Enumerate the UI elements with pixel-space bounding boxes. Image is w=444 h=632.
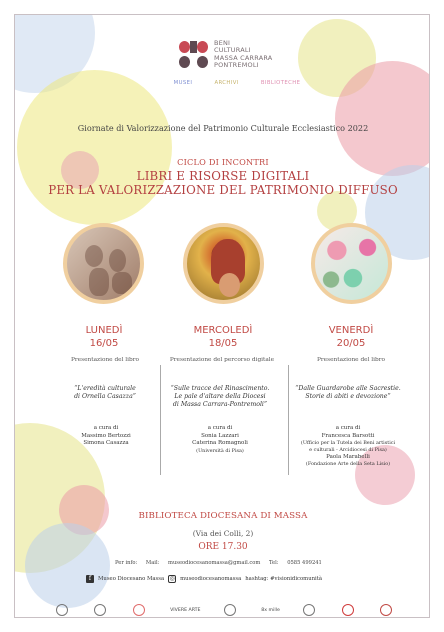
nav-biblioteche: BIBLIOTECHE xyxy=(260,80,301,86)
day-date: 16/05 xyxy=(89,337,119,349)
sponsor-logo-8 xyxy=(341,602,357,618)
day-column-2 xyxy=(168,325,278,350)
nav-musei: MUSEI xyxy=(173,80,193,86)
venue-time: ORE 17.30 xyxy=(198,542,248,552)
altarpiece-photo xyxy=(183,223,264,304)
contact-info: Per info: Mail: museodiocesanomassa@gmail.com Tel: 0585 499241 xyxy=(115,560,322,566)
day-name: MERCOLEDÌ xyxy=(193,325,253,336)
sponsor-logo-3 xyxy=(132,602,148,618)
speakers-photo xyxy=(63,223,144,304)
presentation-label: Presentazione del libro xyxy=(71,357,139,363)
emblem-icon xyxy=(94,604,106,616)
sponsor-logo-9 xyxy=(379,602,395,618)
facebook-link[interactable]: Museo Diocesano Massa xyxy=(98,576,165,582)
phone-link[interactable]: 0585 499241 xyxy=(287,560,322,566)
sponsor-logo-1 xyxy=(55,602,71,618)
credits: a cura di Sonia Lazzari Caterina Romagnoli (Università di Pisa) xyxy=(192,425,248,454)
day-date: 18/05 xyxy=(208,337,238,349)
cross-icon xyxy=(224,604,236,616)
column-divider xyxy=(160,365,161,475)
sponsor-logo-7 xyxy=(302,602,318,618)
presentation-label: Presentazione del libro xyxy=(317,357,385,363)
day-column-3 xyxy=(296,325,406,350)
sponsor-logo-4: VIVERE ARTE xyxy=(170,607,201,613)
event-title: Giornate di Valorizzazione del Patrimonio Culturale Ecclesiastico 2022 xyxy=(77,123,369,133)
instagram-icon: ◎ xyxy=(169,575,175,582)
day-column-1 xyxy=(49,325,159,350)
email-link[interactable]: museodiocesanomassa@gmail.com xyxy=(168,560,261,566)
sponsor-logo-2 xyxy=(93,602,109,618)
sponsor-logos xyxy=(55,601,395,618)
category-nav xyxy=(102,80,372,86)
event-digital-title: “Sulle tracce del Rinascimento. Le pale d'altare della Diocesi di Massa Carrara-Pontremoli” xyxy=(170,385,270,409)
series-label: CICLO DI INCONTRI xyxy=(177,157,269,167)
nav-archivi: ARCHIVI xyxy=(214,80,239,86)
instagram-link[interactable]: museodiocesanomassa xyxy=(180,576,242,582)
credits: a cura di Francesca Barsotti (Ufficio per la Tutela dei Beni artistici e culturali - Arcidiocesi di Pisa) Paola Marabelli (Fondazione Arte della Seta Lisio) xyxy=(300,425,396,468)
day-date: 20/05 xyxy=(336,337,366,349)
sponsor-logo-6: 8x mille xyxy=(261,607,280,613)
colorful-mark-icon xyxy=(133,604,145,616)
poster-frame xyxy=(14,14,430,618)
logo-mark-icon xyxy=(303,604,315,616)
book-mark-icon xyxy=(380,604,392,616)
credits: a cura di Massimo Bertozzi Simona Casazza xyxy=(81,425,131,447)
logo-text: BENI CULTURALI MASSA CARRARA PONTREMOLI xyxy=(214,39,273,70)
day-name: LUNEDÌ xyxy=(85,325,123,336)
social-links xyxy=(86,575,392,583)
venue-info xyxy=(25,511,421,552)
facebook-icon: f xyxy=(86,575,94,583)
hashtag: hashtag: #visionidicomunità xyxy=(245,576,322,582)
poster-content xyxy=(15,15,429,617)
textile-photo xyxy=(311,223,392,304)
bc-logo-icon xyxy=(178,39,210,71)
seal-icon xyxy=(56,604,68,616)
event-book-title: “Dalle Guardarobe alle Sacrestie. Storie di abiti e devozione” xyxy=(295,385,401,401)
venue-address: (Via dei Colli, 2) xyxy=(192,529,254,538)
headline: LIBRI E RISORSE DIGITALI PER LA VALORIZZAZIONE DEL PATRIMONIO DIFFUSO xyxy=(48,169,398,198)
presentation-label: Presentazione del percorso digitale xyxy=(169,357,275,363)
venue-name: BIBLIOTECA DIOCESANA DI MASSA xyxy=(138,511,308,521)
event-book-title: “L'eredità culturale di Ornella Casazza” xyxy=(74,385,136,401)
red-mark-icon xyxy=(342,604,354,616)
sponsor-logo-5 xyxy=(223,602,239,618)
day-name: VENERDÌ xyxy=(328,325,374,336)
